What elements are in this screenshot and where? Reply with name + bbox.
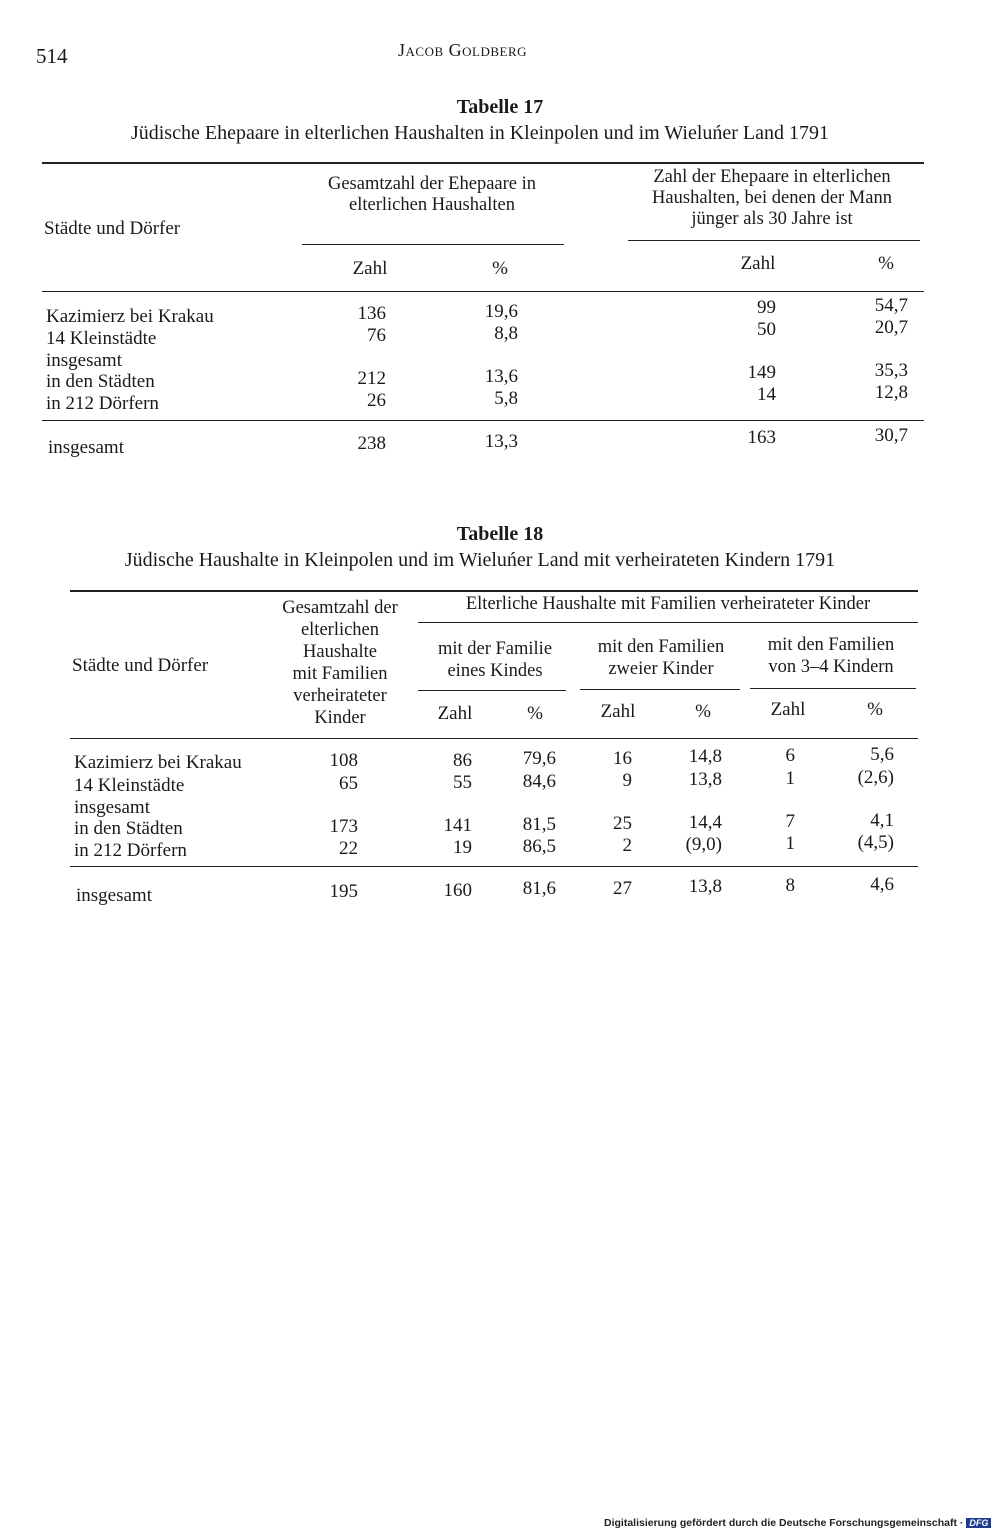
table18-sub-zahl-1: Zahl [437,703,473,724]
cell-pct: 20,7 [874,317,908,338]
cell-total: 22 [339,838,358,859]
table17-group1-rule [302,244,564,245]
row-label: in den Städten [46,371,155,392]
cell-zahl: 160 [443,880,472,901]
table18-sub3-rule [750,688,916,689]
cell-pct: 5,6 [870,744,894,765]
cell-zahl: 7 [785,811,795,832]
table18-sub-zahl-2: Zahl [600,701,636,722]
row-label: 14 Kleinstädte [74,775,185,796]
table18-total-header-l3: Haushalte [303,642,377,662]
table17-total-rule [42,420,924,421]
cell-zahl: 141 [443,815,472,836]
cell-pct: 35,3 [874,360,908,381]
table18-sub1-rule [418,690,566,691]
cell-pct: (2,6) [857,767,894,788]
cell-zahl: 8 [785,875,795,896]
cell-zahl: 25 [613,813,632,834]
table18-sub-zahl-3: Zahl [770,699,806,720]
table18-sub3-l2: von 3–4 Kindern [768,657,894,677]
cell-total: 65 [339,773,358,794]
table17-group2-header-l3: jünger als 30 Jahre ist [691,209,853,229]
table17-sub-zahl-1: Zahl [352,258,388,279]
cell-pct: 4,1 [870,810,894,831]
cell-zahl: 86 [453,750,472,771]
row-label: Kazimierz bei Krakau [46,306,214,327]
cell-pct: 8,8 [494,323,518,344]
cell-zahl: 99 [757,297,776,318]
footer-text: Digitalisierung gefördert durch die Deutsche Forschungsgemeinschaft · [604,1517,964,1529]
cell-pct: 30,7 [874,425,908,446]
cell-total: 173 [329,816,358,837]
table18-total-rule [70,866,918,867]
cell-zahl: 9 [622,770,632,791]
cell-zahl: 55 [453,772,472,793]
table18-total-header-l6: Kinder [314,708,366,728]
cell-zahl: 1 [785,833,795,854]
table18-caption: Jüdische Haushalte in Kleinpolen und im Wieluńer Land mit verheirateten Kindern 1791 [124,549,836,571]
table18-sub2-l1: mit den Familien [597,637,725,657]
table17-sub-pct-2: % [878,253,894,274]
cell-pct: 12,8 [874,382,908,403]
table17-group2-header-l1: Zahl der Ehepaare in elterlichen [653,167,891,187]
table17-sub-zahl-2: Zahl [740,253,776,274]
table18-total-header-l5: verheirateter [293,686,387,706]
cell-zahl: 149 [747,362,776,383]
digitization-footer [604,1517,991,1529]
page-number: 514 [36,44,68,68]
cell-pct: 81,6 [522,878,556,899]
table18-rowhead-header: Städte und Dörfer [72,655,209,676]
cell-zahl: 2 [622,835,632,856]
cell-zahl: 26 [367,390,386,411]
cell-zahl: 136 [357,303,386,324]
table18-head-rule [70,738,918,739]
table18-total-header-l1: Gesamtzahl der [282,598,398,618]
cell-zahl: 163 [747,427,776,448]
cell-pct: 14,4 [688,812,722,833]
cell-pct: 54,7 [874,295,908,316]
table18-total-header-l4: mit Familien [292,664,388,684]
cell-total: 108 [329,750,358,771]
cell-pct: 13,3 [484,431,518,452]
cell-pct: 4,6 [870,874,894,895]
table18-group-header: Elterliche Haushalte mit Familien verheirateter Kinder [465,594,871,614]
cell-pct: 13,8 [688,769,722,790]
table17-head-rule [42,291,924,292]
table18-sub-pct-1: % [527,703,543,724]
cell-zahl: 1 [785,768,795,789]
row-label: 14 Kleinstädte [46,328,157,349]
table18-sub-pct-3: % [867,699,883,720]
cell-pct: 13,8 [688,876,722,897]
cell-pct: 79,6 [522,748,556,769]
table18-top-rule [70,590,918,592]
table17-group1-header-l1: Gesamtzahl der Ehepaare in [327,174,537,194]
table17-group2-header-l2: Haushalten, bei denen der Mann [652,188,892,208]
table18-sub2-l2: zweier Kinder [608,659,714,679]
table17-group1-header-l2: elterlichen Haushalten [349,195,515,215]
cell-zahl: 27 [613,878,632,899]
row-label: insgesamt [48,437,124,458]
cell-pct: (9,0) [685,834,722,855]
table17-rowhead-header: Städte und Dörfer [44,218,181,239]
table18-sub3-l1: mit den Familien [767,635,895,655]
cell-zahl: 19 [453,837,472,858]
cell-total: 195 [329,881,358,902]
row-label: in 212 Dörfern [46,393,159,414]
table17-top-rule [42,162,924,164]
table18-title: Tabelle 18 [456,523,544,545]
cell-zahl: 50 [757,319,776,340]
table18-total-header-l2: elterlichen [300,620,380,640]
cell-pct: 5,8 [494,388,518,409]
cell-pct: 81,5 [522,814,556,835]
table17-sub-pct-1: % [492,258,508,279]
cell-pct: 84,6 [522,771,556,792]
table17-caption: Jüdische Ehepaare in elterlichen Haushalten in Kleinpolen und im Wieluńer Land 1791 [130,122,830,144]
table17-title: Tabelle 17 [456,96,544,118]
cell-pct: 14,8 [688,746,722,767]
cell-zahl: 238 [357,433,386,454]
table18-sub-pct-2: % [695,701,711,722]
table17-group2-rule [628,240,920,241]
dfg-logo: DFG [966,1518,991,1528]
row-label: insgesamt [46,350,122,371]
row-label: in den Städten [74,818,183,839]
cell-pct: 19,6 [484,301,518,322]
row-label: in 212 Dörfern [74,840,187,861]
cell-zahl: 76 [367,325,386,346]
table18-sub1-l1: mit der Familie [437,639,553,659]
cell-pct: 13,6 [484,366,518,387]
cell-zahl: 14 [757,384,776,405]
table18-sub1-l2: eines Kindes [447,661,543,681]
row-label: insgesamt [76,885,152,906]
row-label: Kazimierz bei Krakau [74,752,242,773]
table18-sub2-rule [580,689,740,690]
table18-group-rule [418,622,918,623]
cell-zahl: 16 [613,748,632,769]
cell-pct: 86,5 [522,836,556,857]
cell-zahl: 212 [357,368,386,389]
running-head: Jacob Goldberg [398,40,528,60]
cell-zahl: 6 [785,745,795,766]
cell-pct: (4,5) [857,832,894,853]
row-label: insgesamt [74,797,150,818]
